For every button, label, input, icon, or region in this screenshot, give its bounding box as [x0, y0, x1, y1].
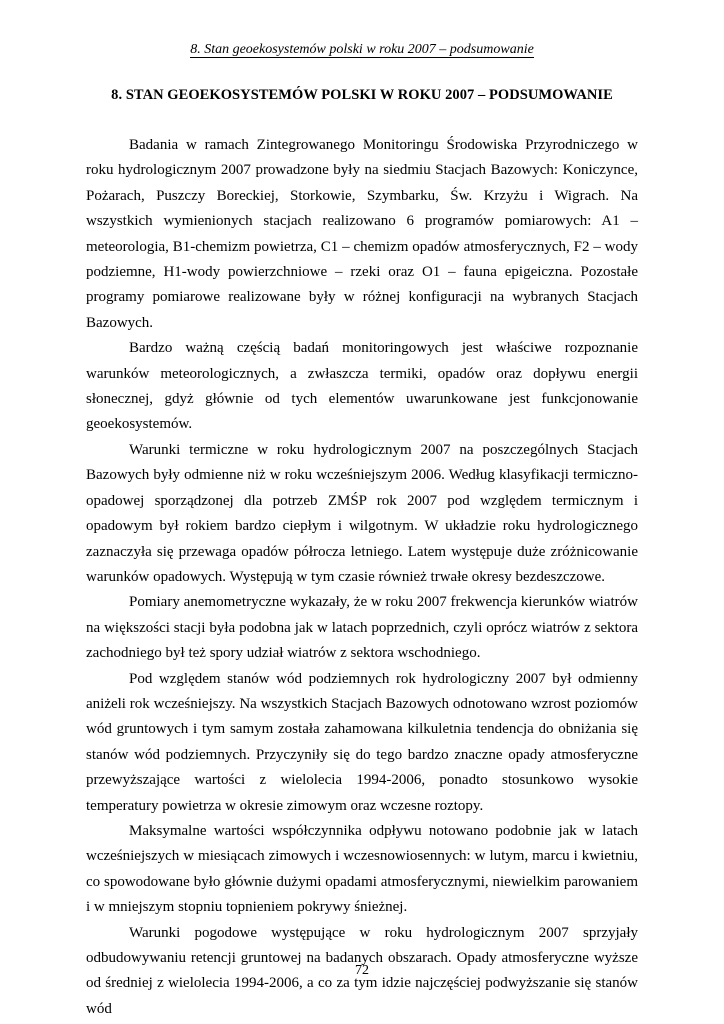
paragraph: Warunki termiczne w roku hydrologicznym 2007 na poszczególnych Stacjach Bazowych były odmienne niż w roku wcześniejszym 2006. Według klasyfikacji termiczno-opadowej sporządzonej dla potrzeb ZMŚP rok 2007 pod względem termicznym i opadowym był rokiem bardzo ciepłym i wilgotnym. W układzie roku hydrologicznego zaznaczyła się przewaga opadów półrocza letniego. Latem występuje duże zróżnicowanie warunków opadowych. Występują w tym czasie również trwałe okresy bezdeszczowe.	[86, 441, 638, 585]
paragraph: Badania w ramach Zintegrowanego Monitoringu Środowiska Przyrodniczego w roku hydrologicznym 2007 prowadzone były na siedmiu Stacjach Bazowych: Koniczynce, Pożarach, Puszczy Boreckiej, Storkowie, Szymbarku, Św. Krzyżu i Wigrach. Na wszystkich wymienionych stacjach realizowano 6 programów pomiarowych: A1 – meteorologia, B1-chemizm powietrza, C1 – chemizm opadów atmosferycznych, F2 – wody podziemne, H1-wody powierzchniowe – rzeki oraz O1 – fauna epigeiczna. Pozostałe programy pomiarowe realizowane były w różnej konfiguracji na wybranych Stacjach Bazowych.	[86, 137, 638, 331]
chapter-title: 8. STAN GEOEKOSYSTEMÓW POLSKI W ROKU 2007 – PODSUMOWANIE	[111, 87, 613, 103]
body-text	[86, 133, 638, 1022]
running-header	[0, 41, 724, 58]
paragraph: Pomiary anemometryczne wykazały, że w roku 2007 frekwencja kierunków wiatrów na większości stacji była podobna jak w latach poprzednich, czyli oprócz wiatrów z sektora zachodniego był też spory udział wiatrów z sektora wschodniego.	[86, 594, 638, 662]
page-number: 72	[355, 963, 369, 978]
paragraph: Bardzo ważną częścią badań monitoringowych jest właściwe rozpoznanie warunków meteorologicznych, a zwłaszcza termiki, opadów oraz dopływu energii słonecznej, gdyż głównie od tych elementów uwarunkowane jest funkcjonowanie geoekosystemów.	[86, 340, 638, 433]
running-header-text: 8. Stan geoekosystemów polski w roku 2007 – podsumowanie	[190, 42, 534, 57]
paragraph: Warunki pogodowe występujące w roku hydrologicznym 2007 sprzyjały odbudowywaniu retencji gruntowej na badanych obszarach. Opady atmosferyczne wyższe od średniej z wielolecia 1994-2006, a co za tym idzie najczęściej podwyższanie się stanów wód	[86, 924, 638, 1017]
paragraph: Pod względem stanów wód podziemnych rok hydrologiczny 2007 był odmienny aniżeli rok wcześniejszy. Na wszystkich Stacjach Bazowych odnotowano wzrost poziomów wód gruntowych i tym samym została zahamowana kilkuletnia tendencja do obniżania się stanów wód podziemnych. Przyczyniły się do tego bardzo znaczne opady atmosferyczne przewyższające wartości z wielolecia 1994-2006, ponadto stosunkowo wysokie temperatury powietrza w okresie zimowym oraz wczesne roztopy.	[86, 670, 638, 814]
paragraph: Maksymalne wartości współczynnika odpływu notowano podobnie jak w latach wcześniejszych w miesiącach zimowych i wczesnowiosennych: w lutym, marcu i kwietniu, co spowodowane było głównie dużymi opadami atmosferycznymi, niewielkim parowaniem i w mniejszym stopniu topnieniem pokrywy śnieżnej.	[86, 822, 638, 916]
